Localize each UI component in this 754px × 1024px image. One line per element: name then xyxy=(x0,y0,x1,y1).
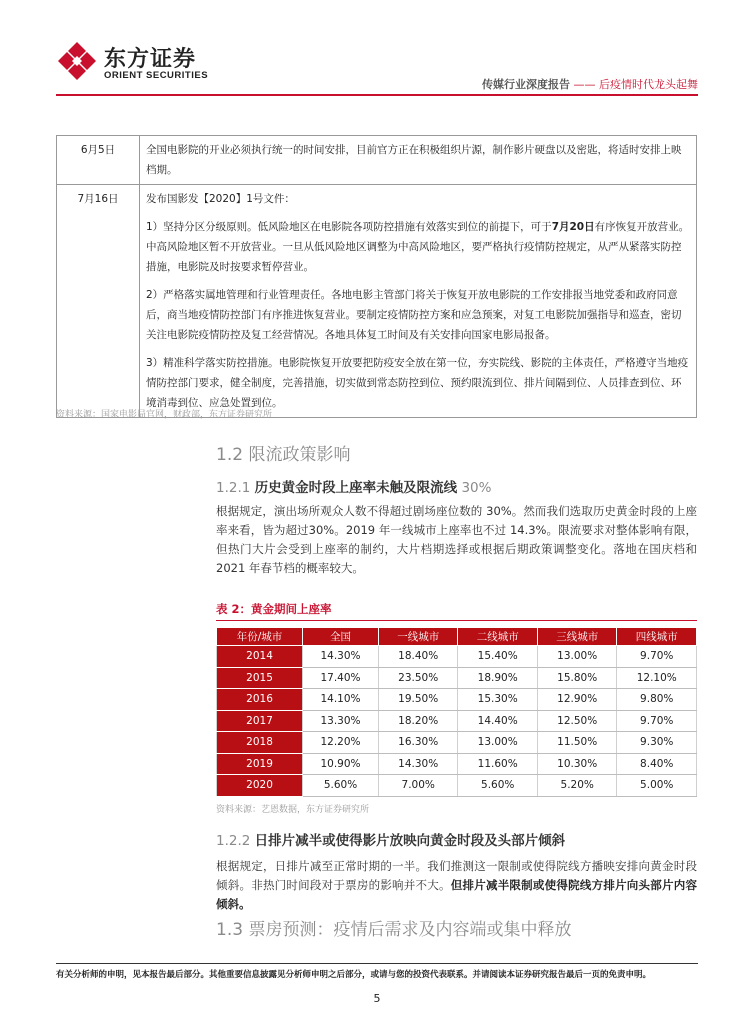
table-title-rule xyxy=(216,620,697,621)
section-heading: 1.2 限流政策影响 xyxy=(216,445,351,465)
table-cell: 9.70% xyxy=(617,646,697,668)
table-cell: 5.00% xyxy=(617,775,697,797)
policy-text xyxy=(140,185,697,418)
table-cell: 12.90% xyxy=(537,689,617,711)
table-cell: 15.30% xyxy=(458,689,538,711)
report-header-title xyxy=(482,76,698,92)
report-subtitle: 后疫情时代龙头起舞 xyxy=(599,78,698,91)
subsection-title: 日排片减半或使得影片放映向黄金时段及头部片倾斜 xyxy=(254,833,566,849)
table-cell: 23.50% xyxy=(378,667,458,689)
table-cell: 2016 xyxy=(217,689,303,711)
table-cell: 2019 xyxy=(217,753,303,775)
table-cell: 12.50% xyxy=(537,710,617,732)
table-cell: 13.30% xyxy=(303,710,379,732)
table-cell: 14.40% xyxy=(458,710,538,732)
table-cell: 12.10% xyxy=(617,667,697,689)
header-separator: —— xyxy=(573,78,596,91)
table-row xyxy=(217,710,697,732)
policy-date-highlight: 7月20日 xyxy=(551,221,595,233)
table-cell: 9.80% xyxy=(617,689,697,711)
footer-divider xyxy=(56,963,698,964)
paragraph-text: 根据规定，日排片减至正常时期的一半。我们推测这一限制或使得院线方播映安排向黄金时段倾斜。非热门时间段对于票房的影响并不大。 xyxy=(216,859,697,892)
table-cell: 14.10% xyxy=(303,689,379,711)
table-cell: 5.60% xyxy=(303,775,379,797)
table-cell: 2015 xyxy=(217,667,303,689)
table-row xyxy=(57,185,697,418)
paragraph-emphasis: 但排片减半限制或使得院线方排片向头部片内容倾斜。 xyxy=(216,878,697,911)
footer-disclaimer: 有关分析师的申明，见本报告最后部分。其他重要信息披露见分析师申明之后部分，或请与您的投资代表联系。并请阅读本证券研究报告最后一页的免责申明。 xyxy=(56,970,652,980)
table-row xyxy=(57,136,697,185)
column-header: 三线城市 xyxy=(537,628,617,646)
header-divider xyxy=(56,94,698,96)
column-header: 年份/城市 xyxy=(217,628,303,646)
table-cell: 11.60% xyxy=(458,753,538,775)
subsection-number: 1.2.2 xyxy=(216,833,251,849)
table-cell: 15.40% xyxy=(458,646,538,668)
table-cell: 10.30% xyxy=(537,753,617,775)
table-cell: 11.50% xyxy=(537,732,617,754)
table-cell: 13.00% xyxy=(537,646,617,668)
table-row xyxy=(217,775,697,797)
policy-text: 全国电影院的开业必须执行统一的时间安排，目前官方正在积极组织片源，制作影片硬盘以及密匙，将适时安排上映档期。 xyxy=(140,136,697,185)
table-cell: 18.90% xyxy=(458,667,538,689)
table-cell: 2018 xyxy=(217,732,303,754)
table-cell: 14.30% xyxy=(378,753,458,775)
table-cell: 2020 xyxy=(217,775,303,797)
gold-period-occupancy-table xyxy=(216,627,697,797)
table-row xyxy=(217,753,697,775)
table-cell: 5.60% xyxy=(458,775,538,797)
policy-point-1 xyxy=(146,217,690,277)
policy-point-2: 2）严格落实属地管理和行业管理责任。各地电影主管部门将关于恢复开放电影院的工作安排报当地党委和政府同意后，商当地疫情防控部门有序推进恢复营业。要制定疫情防控方案和应急预案，对复工电影院加强指导和巡查，密切关注电影院疫情防控及复工经营情况。各地具体复工时间及有关安排向国家电影局报备。 xyxy=(146,289,682,341)
subsection-suffix: 30% xyxy=(461,480,492,496)
table-row xyxy=(217,646,697,668)
policy-intro: 发布国影发【2020】1号文件： xyxy=(146,193,295,205)
page-number: 5 xyxy=(373,992,381,1005)
subsection-heading xyxy=(216,476,491,496)
paragraph xyxy=(216,857,697,914)
column-header: 四线城市 xyxy=(617,628,697,646)
source-note: 资料来源：国家电影局官网，财政部，东方证券研究所 xyxy=(56,410,273,420)
table-cell: 2017 xyxy=(217,710,303,732)
table-cell: 14.30% xyxy=(303,646,379,668)
policy-point-3: 3）精准科学落实防控措施。电影院恢复开放要把防疫安全放在第一位，夯实院线、影院的主体责任，严格遵守当地疫情防控部门要求，健全制度，完善措施，切实做到常态防控到位、预约限流到位、排片间隔到位、人员排查到位、环境消毒到位、应急处置到位。 xyxy=(146,357,689,409)
section-heading: 1.3 票房预测：疫情后需求及内容端或集中释放 xyxy=(216,920,572,940)
policy-table xyxy=(56,135,697,418)
subsection-number: 1.2.1 xyxy=(216,480,251,496)
table-cell: 19.50% xyxy=(378,689,458,711)
company-logo xyxy=(56,40,216,84)
subsection-title: 历史黄金时段上座率未触及限流线 xyxy=(254,480,458,496)
company-name-cn: 东方证券 xyxy=(104,47,197,72)
table-cell: 7.00% xyxy=(378,775,458,797)
table-cell: 17.40% xyxy=(303,667,379,689)
table-row xyxy=(217,667,697,689)
table-row xyxy=(217,689,697,711)
table-source-note: 资料来源：艺恩数据，东方证券研究所 xyxy=(216,805,370,815)
table-cell: 12.20% xyxy=(303,732,379,754)
table-cell: 9.70% xyxy=(617,710,697,732)
table-cell: 5.20% xyxy=(537,775,617,797)
column-header: 全国 xyxy=(303,628,379,646)
table-title: 表 2：黄金期间上座率 xyxy=(216,602,332,616)
policy-point-1-text-cont: 有序恢复开放营业。中高风险地区暂不开放营业。一旦从低风险地区调整为中高风险地区，要严格执行疫情防控规定，从严从紧落实防控措施，电影院及时按要求暂停营业。 xyxy=(146,221,690,273)
table-cell: 15.80% xyxy=(537,667,617,689)
column-header: 二线城市 xyxy=(458,628,538,646)
table-cell: 8.40% xyxy=(617,753,697,775)
orient-logo-icon xyxy=(56,40,98,82)
table-row xyxy=(217,732,697,754)
table-cell: 18.40% xyxy=(378,646,458,668)
company-name-en: ORIENT SECURITIES xyxy=(104,70,209,81)
report-type: 传媒行业深度报告 xyxy=(482,78,570,91)
table-cell: 18.20% xyxy=(378,710,458,732)
table-cell: 13.00% xyxy=(458,732,538,754)
table-cell: 9.30% xyxy=(617,732,697,754)
table-cell: 2014 xyxy=(217,646,303,668)
table-cell: 10.90% xyxy=(303,753,379,775)
policy-date: 6月5日 xyxy=(57,136,140,185)
paragraph: 根据规定，演出场所观众人数不得超过剧场座位数的 30%。然而我们选取历史黄金时段的上座率来看，皆为超过30%。2019 年一线城市上座率也不过 14.3%。限流要求对整体影响有限，但热门大片会受到上座率的制约，大片档期选择或根据后期政策调整变化。落地在国庆档和 2021 年春节档的概率较大。 xyxy=(216,504,697,575)
policy-point-1-text: 1）坚持分区分级原则。低风险地区在电影院各项防控措施有效落实到位的前提下，可于 xyxy=(146,221,552,233)
subsection-heading xyxy=(216,829,565,849)
table-cell: 16.30% xyxy=(378,732,458,754)
table-header-row xyxy=(217,628,697,646)
column-header: 一线城市 xyxy=(378,628,458,646)
policy-date: 7月16日 xyxy=(57,185,140,418)
